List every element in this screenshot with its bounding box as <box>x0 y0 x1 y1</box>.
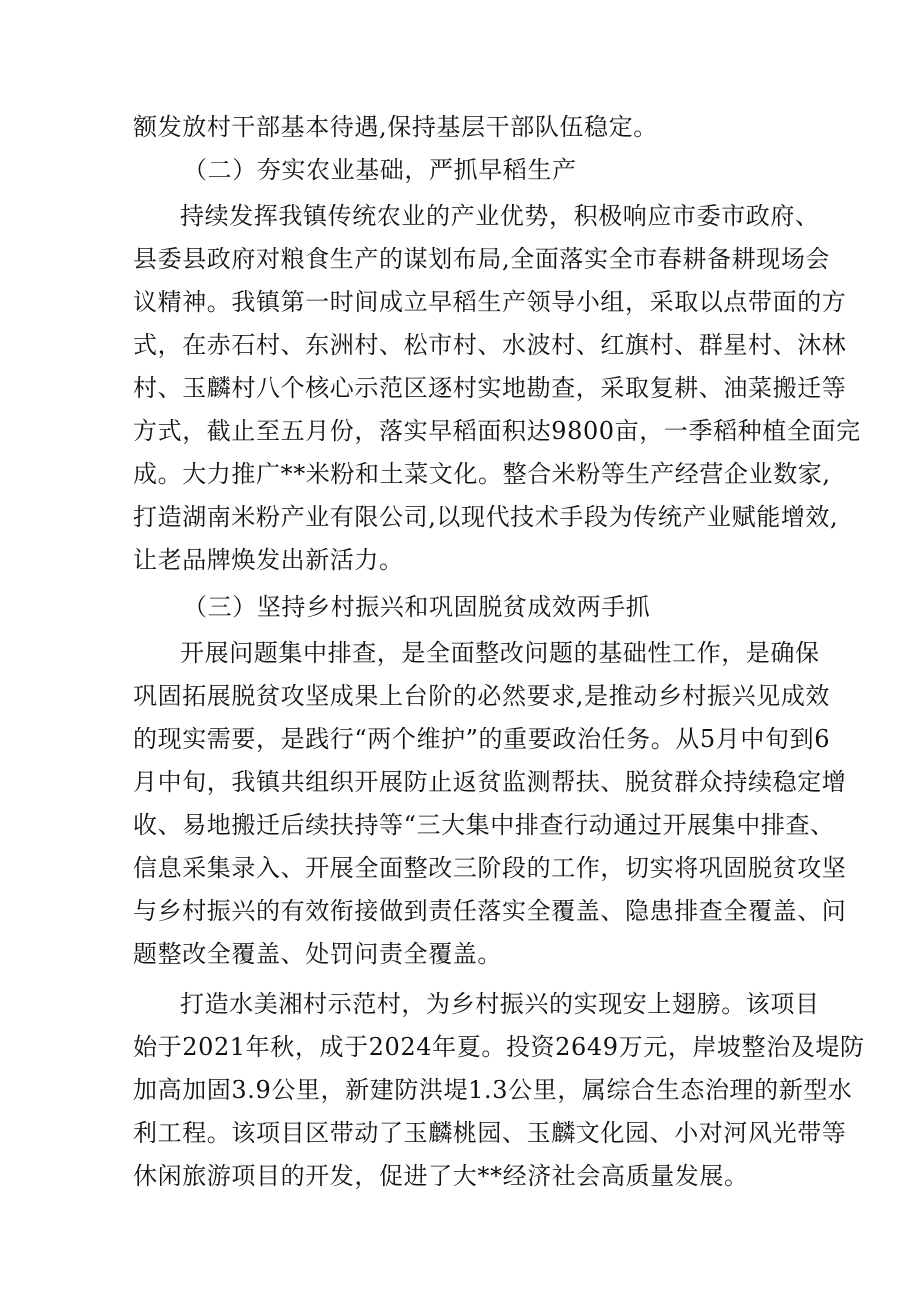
text-line: 利工程。该项目区带动了玉麟桃园、玉麟文化园、小对河风光带等 <box>133 1119 847 1147</box>
text-line: 方式，截止至五月份，落实早稻面积达9800亩，一季稻种植全面完 <box>133 417 861 445</box>
section-heading: （三）坚持乡村振兴和巩固脱贫成效两手抓 <box>183 593 651 621</box>
text-line: 式，在赤石村、东洲村、松市村、水波村、红旗村、群星村、沐林 <box>133 331 847 359</box>
text-line: 收、易地搬迁后续扶持等“三大集中排查行动通过开展集中排查、 <box>133 811 835 839</box>
text-line: 题整改全覆盖、处罚问责全覆盖。 <box>133 940 502 968</box>
text-line: 巩固拓展脱贫攻坚成果上台阶的必然要求,是推动乡村振兴见成效 <box>133 682 831 710</box>
text-line: 成。大力推广**米粉和土菜文化。整合米粉等生产经营企业数家, <box>133 460 831 488</box>
text-line: 始于2021年秋，成于2024年夏。投资2649万元，岸坡整治及堤防 <box>133 1033 865 1061</box>
text-line: 的现实需要，是践行“两个维护”的重要政治任务。从5月中旬到6 <box>133 725 831 753</box>
text-line: 让老品牌焕发出新活力。 <box>133 546 404 574</box>
text-line: 额发放村干部基本待遇,保持基层干部队伍稳定。 <box>133 113 658 141</box>
text-line: 休闲旅游项目的开发，促进了大**经济社会高质量发展。 <box>133 1162 749 1190</box>
text-line: 开展问题集中排查，是全面整改问题的基础性工作，是确保 <box>180 639 820 667</box>
text-line: 县委县政府对粮食生产的谋划布局,全面落实全市春耕备耕现场会 <box>133 245 831 273</box>
text-line: 打造湖南米粉产业有限公司,以现代技术手段为传统产业赋能增效, <box>133 503 839 531</box>
section-heading: （二）夯实农业基础，严抓早稻生产 <box>183 156 577 184</box>
text-line: 打造水美湘村示范村，为乡村振兴的实现安上翅膀。该项目 <box>180 990 820 1018</box>
text-line: 月中旬，我镇共组织开展防止返贫监测帮扶、脱贫群众持续稳定增 <box>133 768 847 796</box>
text-line: 持续发挥我镇传统农业的产业优势，积极响应市委市政府、 <box>180 202 820 230</box>
text-line: 加高加固3.9公里，新建防洪堤1.3公里，属综合生态治理的新型水 <box>133 1076 853 1104</box>
text-line: 议精神。我镇第一时间成立早稻生产领导小组，采取以点带面的方 <box>133 288 847 316</box>
text-line: 信息采集录入、开展全面整改三阶段的工作，切实将巩固脱贫攻坚 <box>133 854 847 882</box>
text-line: 与乡村振兴的有效衔接做到责任落实全覆盖、隐患排查全覆盖、问 <box>133 897 847 925</box>
text-line: 村、玉麟村八个核心示范区逐村实地勘查，采取复耕、油菜搬迁等 <box>133 374 847 402</box>
